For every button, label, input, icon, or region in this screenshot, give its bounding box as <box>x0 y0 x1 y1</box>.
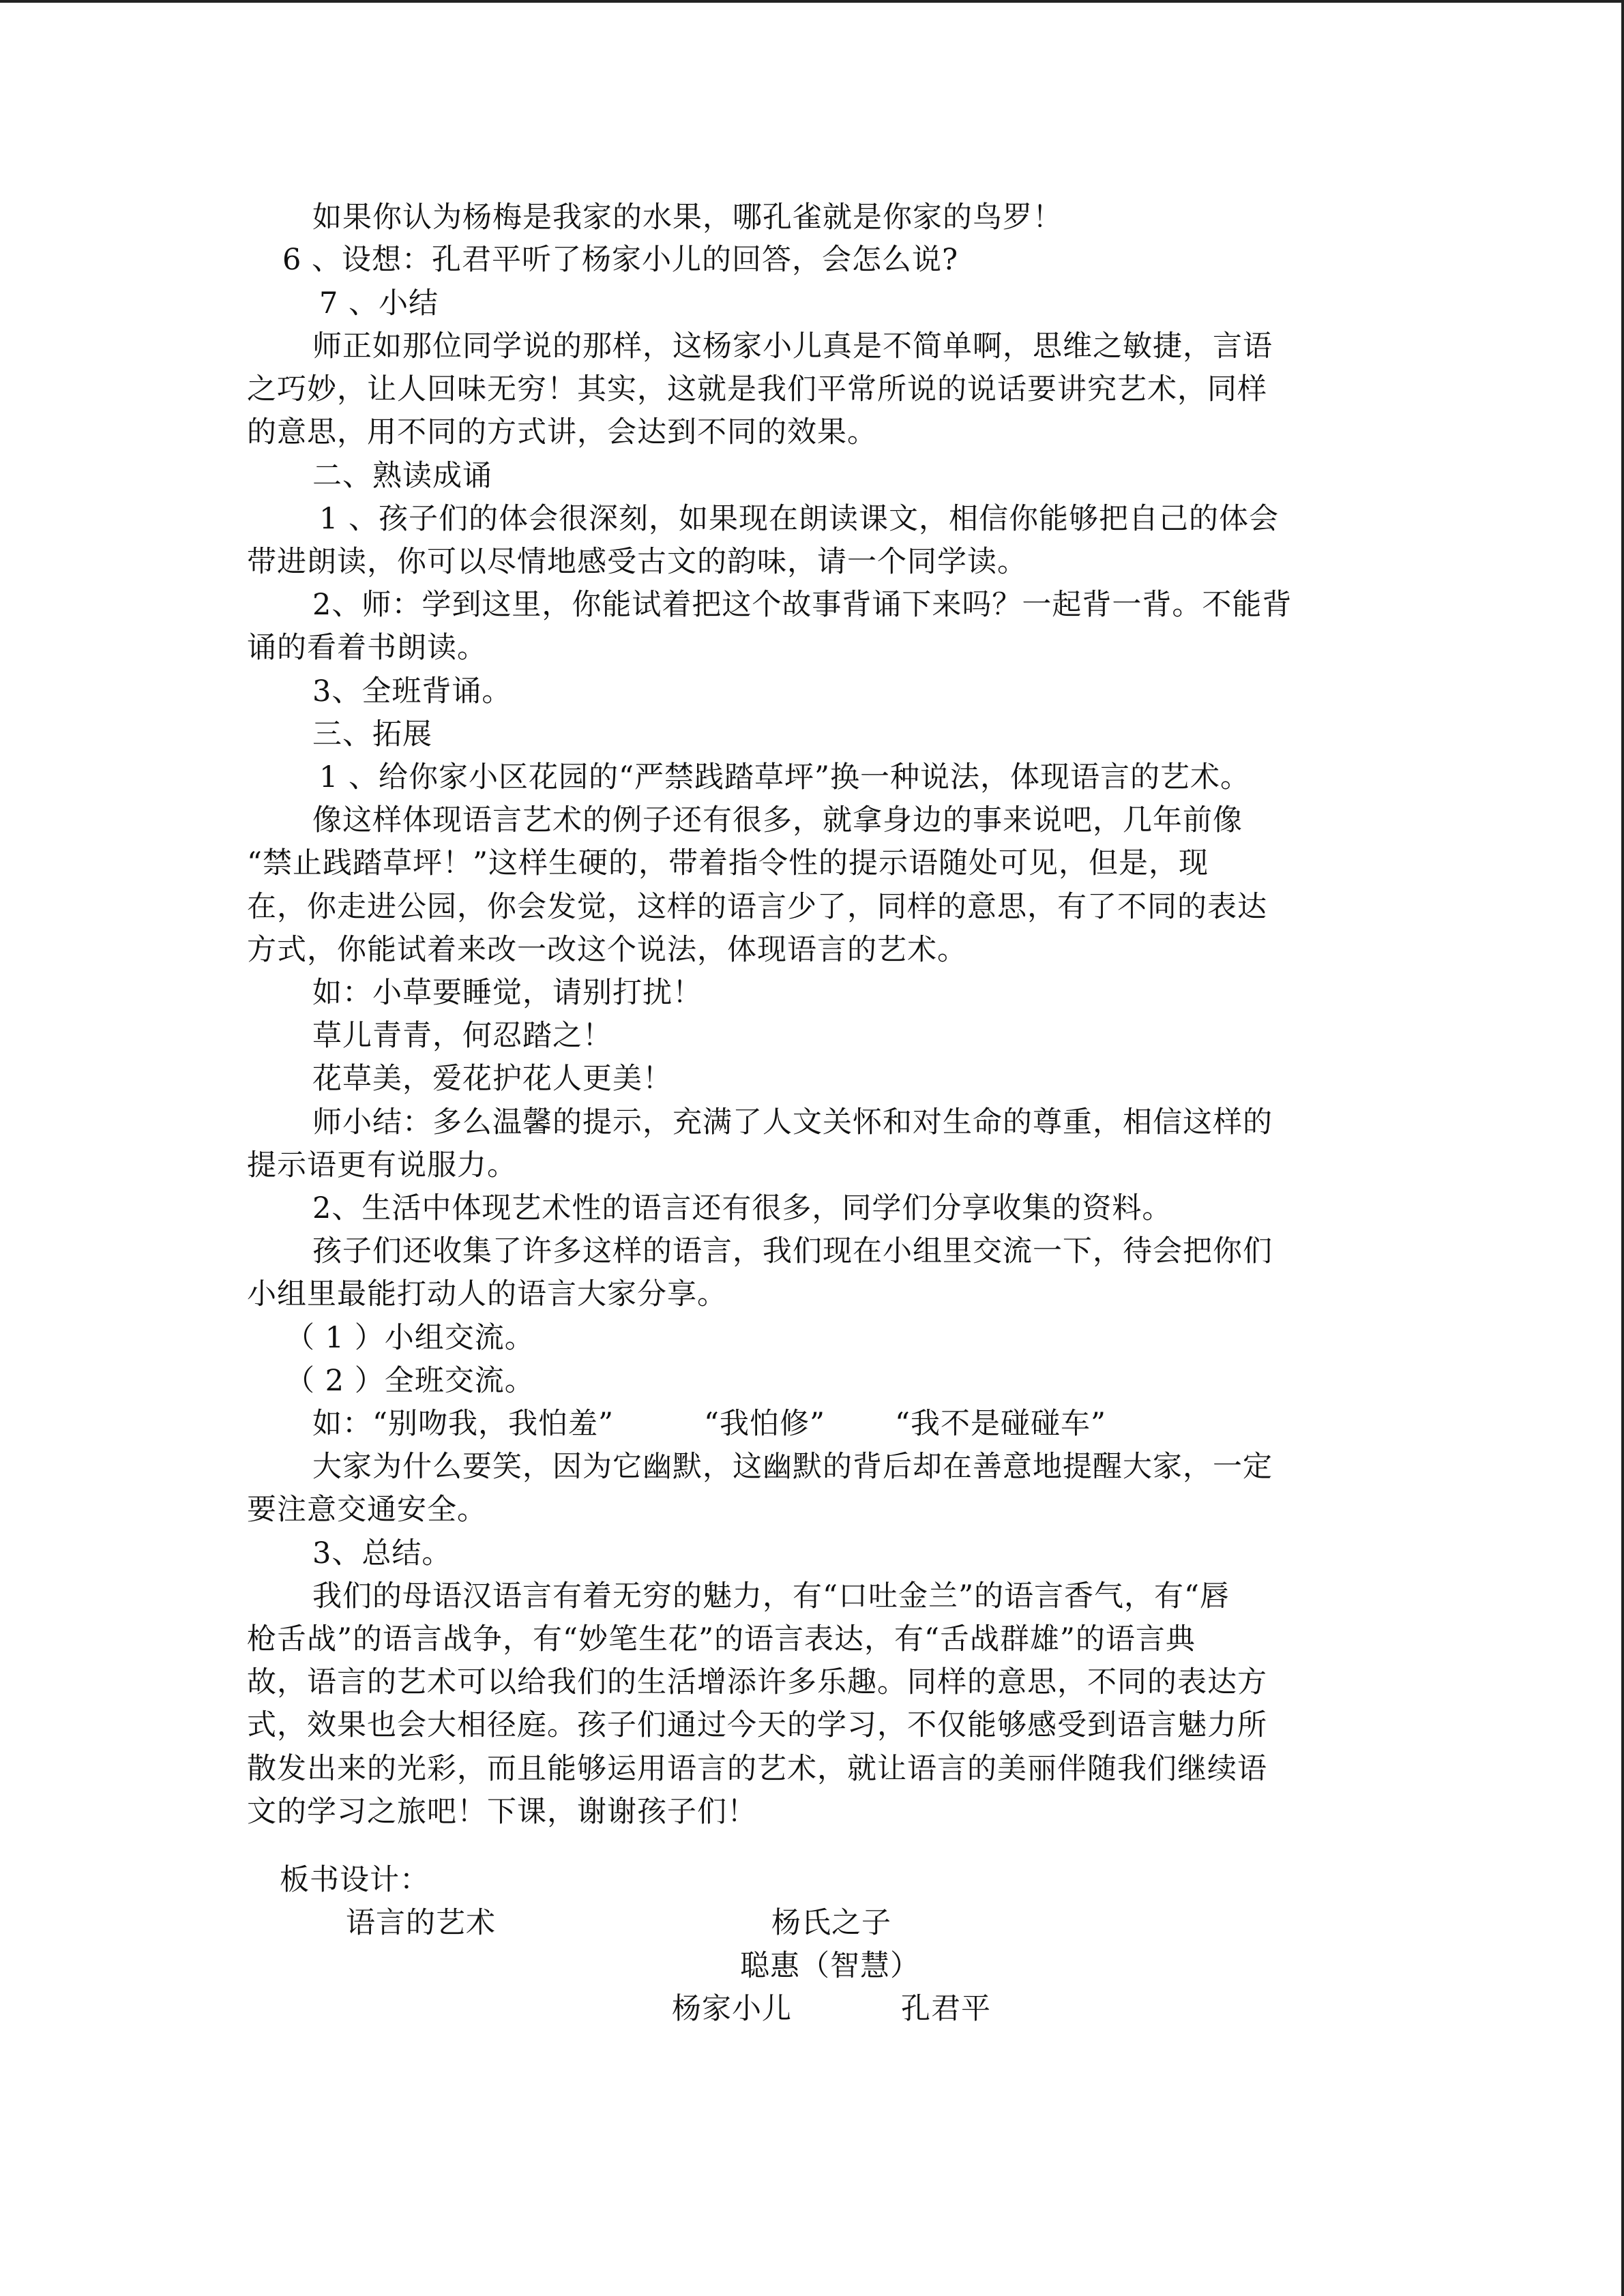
text-line: 1 、给你家小区花园的“严禁践踏草坪”换一种说法，体现语言的艺术。 <box>319 760 1250 794</box>
text-line: 要注意交通安全。 <box>247 1493 487 1527</box>
text-line: “禁止践踏草坪！”这样生硬的，带着指令性的提示语随处可见，但是，现 <box>247 846 1209 880</box>
text-line: 2、生活中体现艺术性的语言还有很多，同学们分享收集的资料。 <box>312 1191 1172 1225</box>
board-heading: 板书设计： <box>280 1863 430 1897</box>
board-top: 杨氏之子 <box>771 1906 891 1940</box>
text-line: 草儿青青，何忍踏之！ <box>312 1019 612 1053</box>
text-line: 故，语言的艺术可以给我们的生活增添许多乐趣。同样的意思，不同的表达方 <box>247 1665 1267 1699</box>
text-line: 之巧妙，让人回味无穷！其实，这就是我们平常所说的说话要讲究艺术，同样 <box>247 372 1267 406</box>
text-line: 如：小草要睡觉，请别打扰！ <box>312 976 703 1010</box>
text-line: 师正如那位同学说的那样，这杨家小儿真是不简单啊，思维之敏捷，言语 <box>312 329 1273 363</box>
text-line: 带进朗读，你可以尽情地感受古文的韵味，请一个同学读。 <box>247 545 1027 579</box>
text-line: 式，效果也会大相径庭。孩子们通过今天的学习，不仅能够感受到语言魅力所 <box>247 1708 1267 1742</box>
board-title: 语言的艺术 <box>346 1906 496 1940</box>
text-line: （ 2 ）全班交流。 <box>285 1364 535 1398</box>
text-line: 提示语更有说服力。 <box>247 1148 517 1182</box>
text-line: 方式，你能试着来改一改这个说法，体现语言的艺术。 <box>247 933 967 967</box>
text-line: 的意思，用不同的方式讲，会达到不同的效果。 <box>247 415 877 449</box>
text-line: 6 、设想：孔君平听了杨家小儿的回答，会怎么说? <box>282 243 959 277</box>
text-line: 像这样体现语言艺术的例子还有很多，就拿身边的事来说吧，几年前像 <box>312 803 1243 837</box>
example-quote: 如：“别吻我，我怕羞” <box>312 1407 614 1441</box>
text-line: （ 1 ）小组交流。 <box>285 1321 535 1355</box>
board-right: 孔君平 <box>901 1992 991 2026</box>
page-top-border <box>0 0 1624 3</box>
text-line: 孩子们还收集了许多这样的语言，我们现在小组里交流一下，待会把你们 <box>312 1234 1273 1268</box>
text-line: 花草美，爱花护花人更美！ <box>312 1062 673 1096</box>
text-line: 在，你走进公园，你会发觉，这样的语言少了，同样的意思，有了不同的表达 <box>247 890 1267 924</box>
section-heading: 二、熟读成诵 <box>312 459 492 493</box>
example-quote: “我怕修” <box>704 1407 825 1441</box>
text-line: 大家为什么要笑，因为它幽默，这幽默的背后却在善意地提醒大家，一定 <box>312 1450 1273 1484</box>
section-heading: 三、拓展 <box>312 717 432 751</box>
text-line: 3、全班背诵。 <box>312 674 512 709</box>
board-left: 杨家小儿 <box>672 1992 792 2026</box>
text-line: 枪舌战”的语言战争，有“妙笔生花”的语言表达，有“舌战群雄”的语言典 <box>247 1622 1196 1656</box>
text-line: 3、总结。 <box>312 1536 452 1570</box>
example-quote: “我不是碰碰车” <box>895 1407 1106 1441</box>
text-line: 文的学习之旅吧！下课，谢谢孩子们！ <box>247 1795 757 1829</box>
text-line: 散发出来的光彩，而且能够运用语言的艺术，就让语言的美丽伴随我们继续语 <box>247 1752 1267 1786</box>
board-middle: 聪惠（智慧） <box>740 1949 920 1983</box>
text-line: 1 、孩子们的体会很深刻，如果现在朗读课文，相信你能够把自己的体会 <box>319 502 1280 536</box>
text-line: 师小结：多么温馨的提示，充满了人文关怀和对生命的尊重，相信这样的 <box>312 1105 1273 1139</box>
text-line: 小组里最能打动人的语言大家分享。 <box>247 1277 727 1311</box>
text-line: 诵的看着书朗读。 <box>247 631 487 665</box>
text-line: 2、师：学到这里，你能试着把这个故事背诵下来吗？一起背一背。不能背 <box>312 588 1293 622</box>
text-line: 如果你认为杨梅是我家的水果，哪孔雀就是你家的鸟罗！ <box>312 200 1063 235</box>
page-right-border <box>1621 0 1624 2296</box>
text-line: 我们的母语汉语言有着无穷的魅力，有“口吐金兰”的语言香气，有“唇 <box>312 1579 1230 1613</box>
text-line: 7 、小结 <box>319 286 439 320</box>
